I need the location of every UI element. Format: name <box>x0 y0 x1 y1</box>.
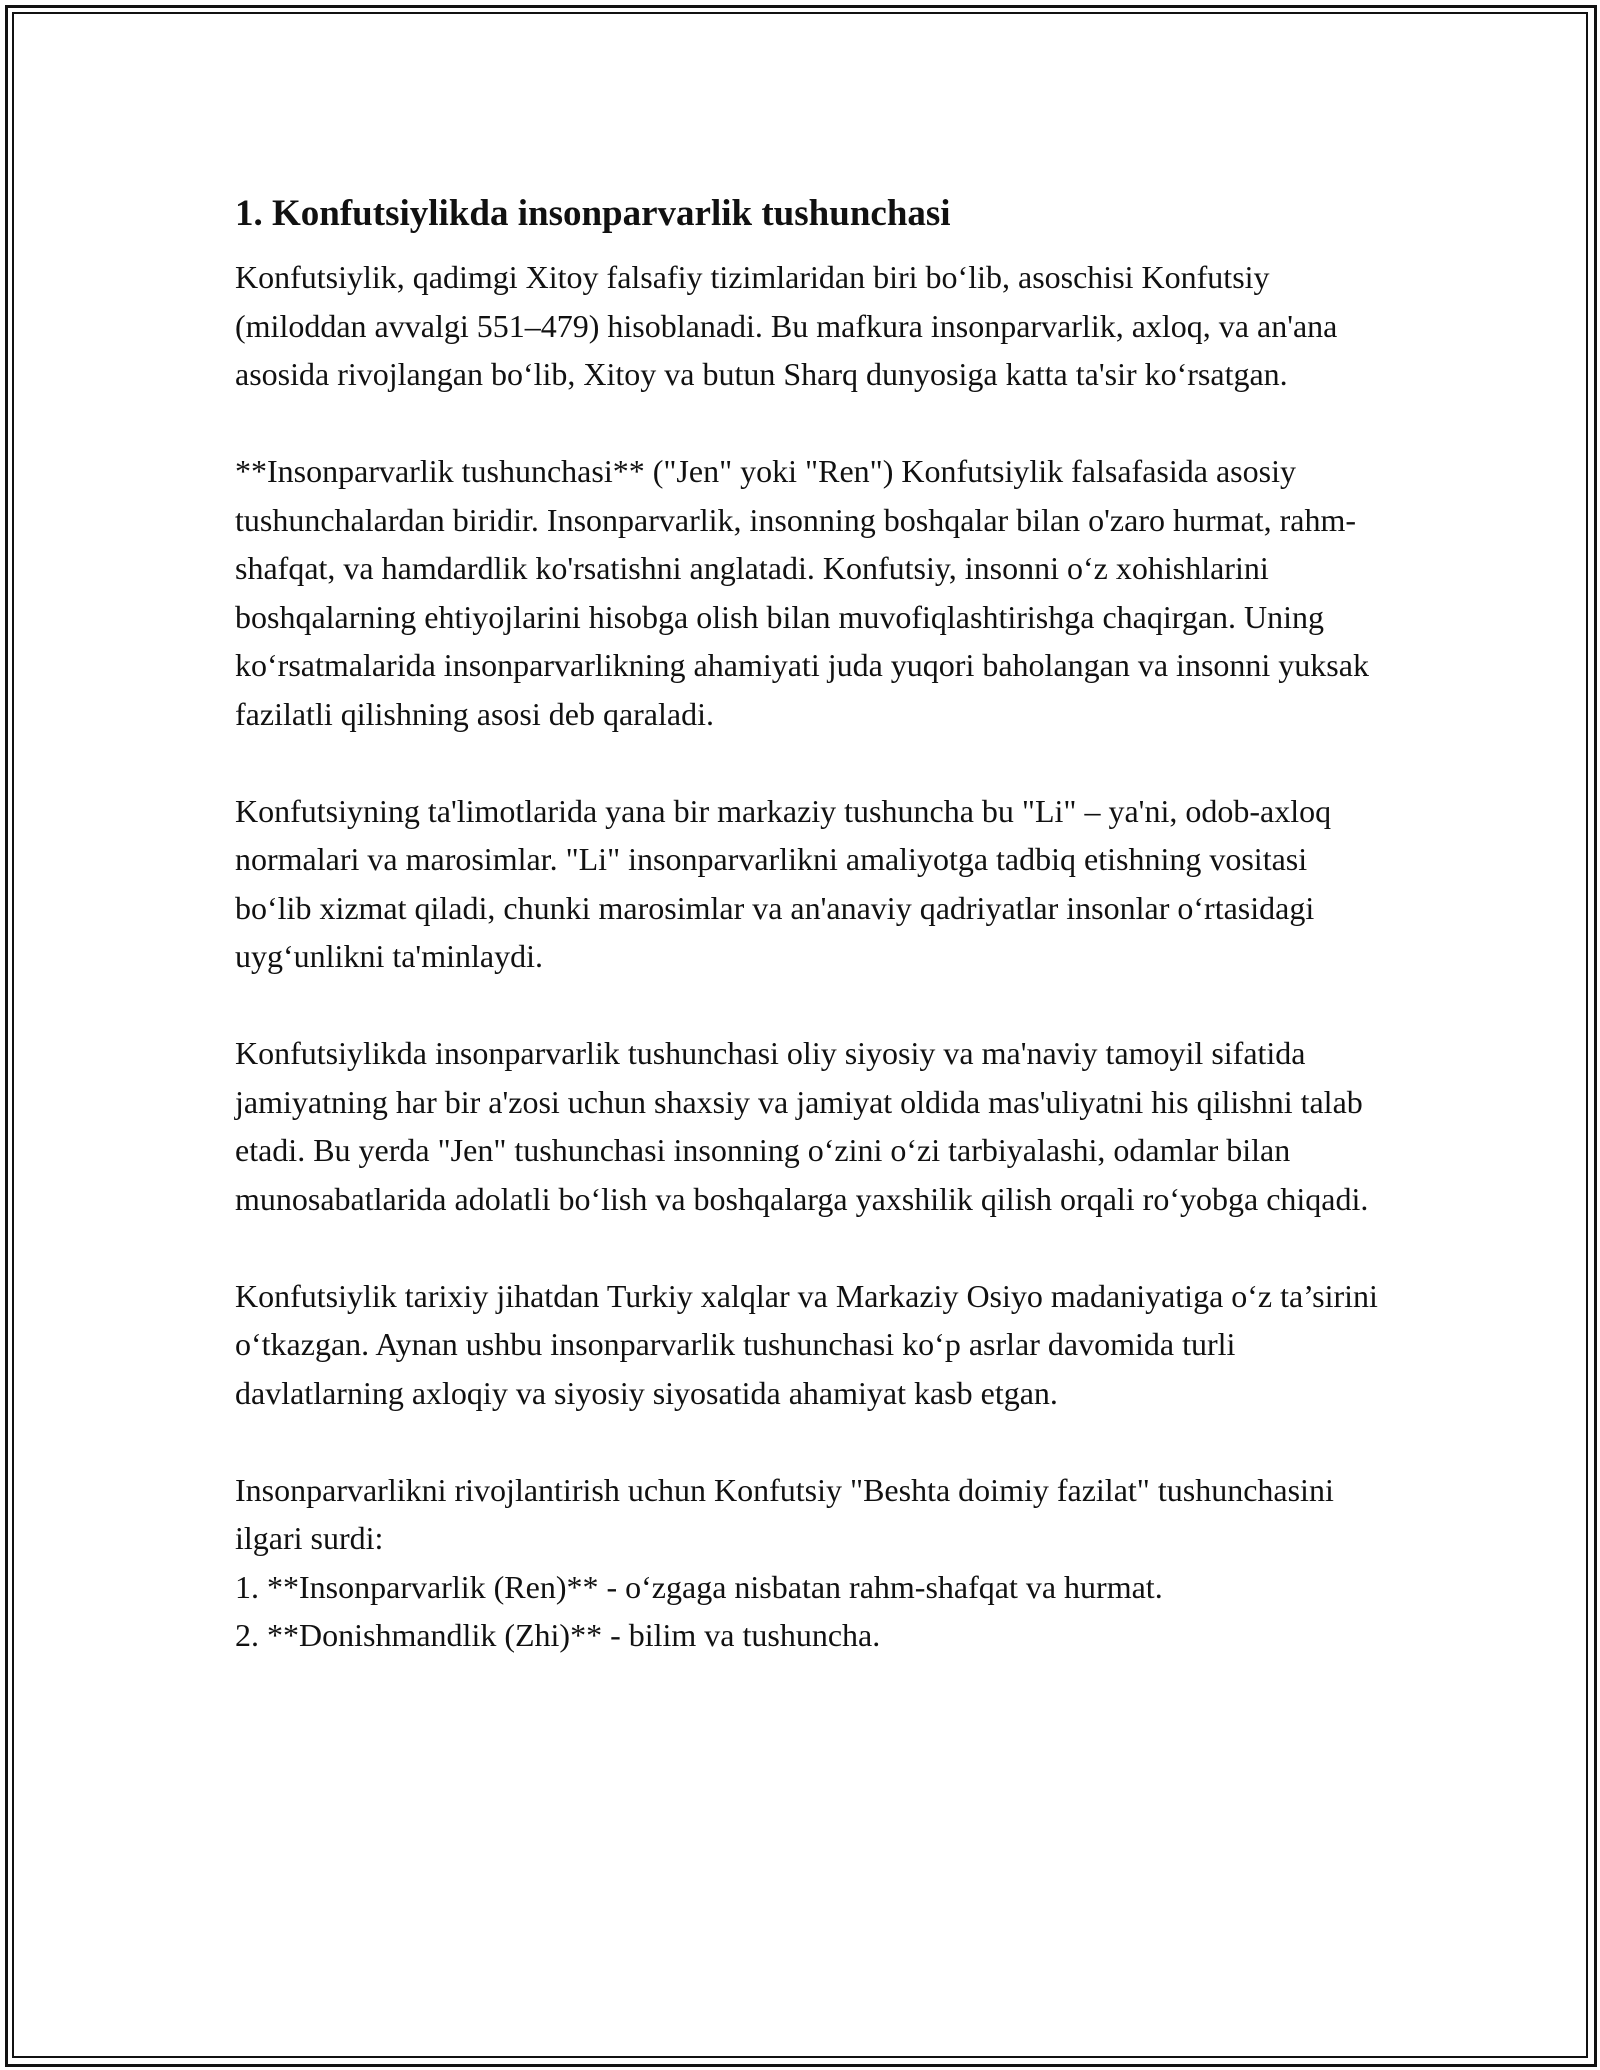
paragraph-central-asia: Konfutsiylik tarixiy jihatdan Turkiy xalqlar va Markaziy Osiyo madaniyatiga o‘z ta’sirini o‘tkazgan. Aynan ushbu insonparvarlik tushunchasi ko‘p asrlar davomida turli davlatlarning axloqiy va siyosiy siyosatida ahamiyat kasb etgan. <box>235 1277 1378 1411</box>
list-item: 1. **Insonparvarlik (Ren)** - o‘zgaga nisbatan rahm-shafqat va hurmat. <box>235 1568 1163 1605</box>
document-title: 1. Konfutsiylikda insonparvarlik tushunchasi <box>235 193 951 234</box>
paragraph-jen-society: Konfutsiylikda insonparvarlik tushunchasi oliy siyosiy va ma'naviy tamoyil sifatida jamiyatning har bir a'zosi uchun shaxsiy va jamiyat oldida mas'uliyatni his qilishni talab etadi. Bu yerda "Jen" tushunchasi insonning o‘zini o‘zi tarbiyalashi, odamlar bilan munosabatlarida adolatli bo‘lish va boshqalarga yaxshilik qilish orqali ro‘yobga chiqadi. <box>235 1035 1369 1217</box>
document-body <box>235 188 1385 1660</box>
list-item: 2. **Donishmandlik (Zhi)** - bilim va tushuncha. <box>235 1617 881 1653</box>
paragraph-five-virtues: Insonparvarlikni rivojlantirish uchun Konfutsiy "Beshta doimiy fazilat" tushunchasini ilgari surdi: <box>235 1471 1334 1556</box>
paragraph-intro: Konfutsiylik, qadimgi Xitoy falsafiy tizimlaridan biri bo‘lib, asoschisi Konfutsiy (miloddan avvalgi 551–479) hisoblanadi. Bu mafkura insonparvarlik, axloq, va an'ana asosida rivojlangan bo‘lib, Xitoy va butun Sharq dunyosiga katta ta'sir ko‘rsatgan. <box>235 259 1338 392</box>
paragraph-li-concept: Konfutsiyning ta'limotlarida yana bir markaziy tushuncha bu "Li" – ya'ni, odob-axloq normalari va marosimlar. "Li" insonparvarlikni amaliyotga tadbiq etishning vositasi bo‘lib xizmat qiladi, chunki marosimlar va an'anaviy qadriyatlar insonlar o‘rtasidagi uyg‘unlikni ta'minlaydi. <box>235 792 1332 974</box>
paragraph-ren-concept: **Insonparvarlik tushunchasi** ("Jen" yoki "Ren") Konfutsiylik falsafasida asosiy tushunchalardan biridir. Insonparvarlik, insonning boshqalar bilan o'zaro hurmat, rahm-shafqat, va hamdardlik ko'rsatishni anglatadi. Konfutsiy, insonni o‘z xohishlarini boshqalarning ehtiyojlarini hisobga olish bilan muvofiqlashtirishga chaqirgan. Uning ko‘rsatmalarida insonparvarlikning ahamiyati juda yuqori baholangan va insonni yuksak fazilatli qilishning asosi deb qaraladi. <box>235 453 1369 732</box>
virtues-section <box>235 1466 1385 1660</box>
